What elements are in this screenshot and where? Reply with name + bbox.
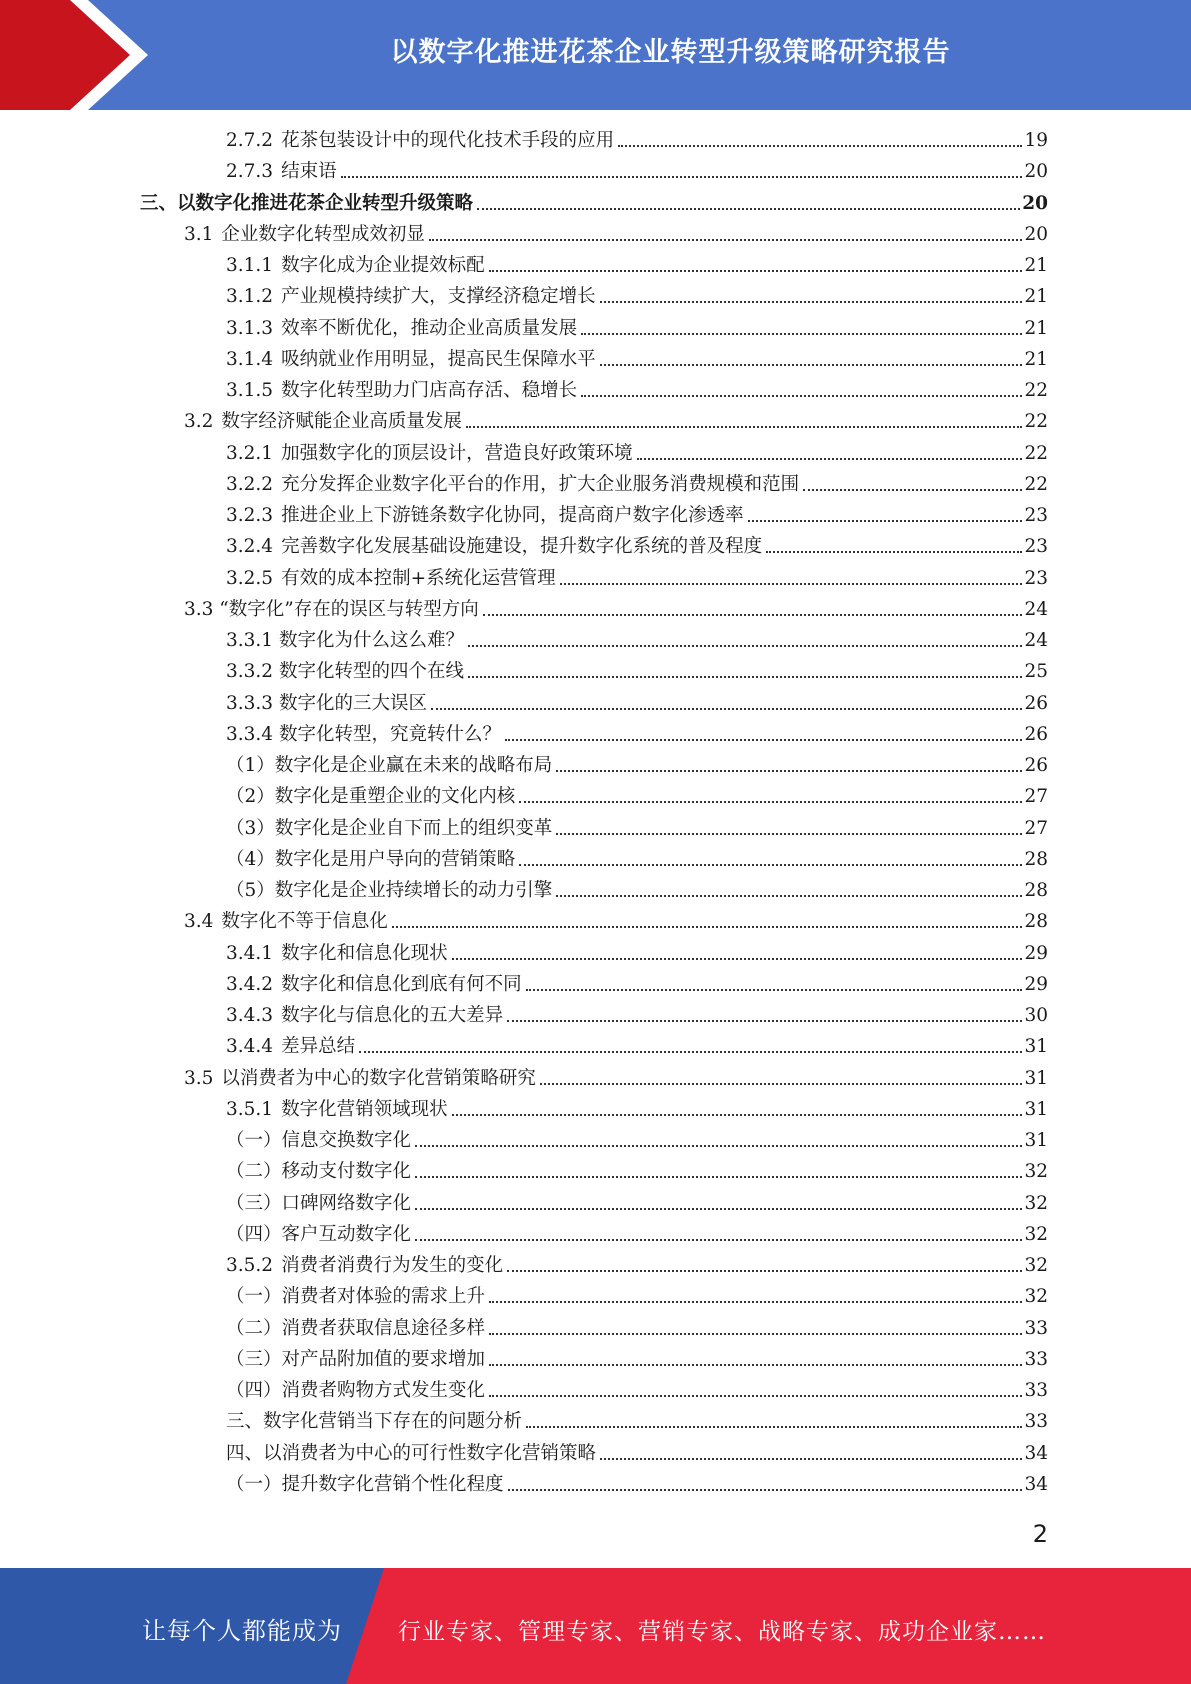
toc-entry-title: 花茶包装设计中的现代化技术手段的应用 [281, 130, 615, 151]
toc-entry-title: 数字化营销领域现状 [281, 1098, 448, 1120]
footer-slogan-right: 行业专家、管理专家、营销专家、战略专家、成功企业家…… [398, 1619, 1046, 1645]
toc-entry-page: 31 [1024, 1098, 1048, 1120]
toc-dot-leader [415, 1208, 1022, 1210]
toc-entry-page: 26 [1024, 723, 1048, 745]
toc-entry-page: 23 [1024, 505, 1048, 526]
toc-dot-leader [600, 364, 1023, 366]
toc-entry-number: 3.2.1 [226, 442, 274, 464]
toc-entry-title: （四）消费者购物方式发生变化 [226, 1380, 486, 1401]
toc-dot-leader [489, 1364, 1022, 1366]
toc-entry[interactable] [0, 1470, 1048, 1496]
toc-entry-title: 以消费者为中心的数字化营销策略研究 [221, 1067, 536, 1089]
toc-entry-number: 3.5.2 [226, 1255, 274, 1276]
toc-dot-leader [748, 520, 1023, 522]
toc-entry-page: 33 [1024, 1411, 1048, 1433]
toc-dot-leader [489, 270, 1023, 272]
toc-entry-page: 34 [1024, 1442, 1048, 1464]
toc-dot-leader [489, 1301, 1022, 1303]
toc-entry[interactable] [0, 564, 1048, 590]
toc-dot-leader [581, 333, 1022, 335]
toc-entry-number: 3.1.3 [226, 317, 274, 339]
toc-dot-leader [452, 1114, 1023, 1116]
toc-entry[interactable] [0, 939, 1048, 965]
toc-entry[interactable] [0, 1095, 1048, 1121]
toc-dot-leader [618, 145, 1022, 147]
toc-entry-title: 三、数字化营销当下存在的问题分析 [226, 1411, 523, 1433]
toc-entry-number: 3.1.1 [226, 255, 274, 276]
toc-entry[interactable] [0, 876, 1048, 902]
toc-dot-leader [483, 614, 1023, 616]
toc-entry-title: （二）消费者获取信息途径多样 [226, 1317, 486, 1339]
toc-dot-leader [637, 458, 1023, 460]
toc-entry-page: 33 [1024, 1380, 1048, 1401]
page-number: 2 [1032, 1520, 1048, 1548]
toc-entry-title: 吸纳就业作用明显，提高民生保障水平 [281, 348, 596, 370]
toc-entry-number: 2.7.2 [226, 130, 274, 151]
toc-entry-page: 29 [1024, 973, 1048, 995]
toc-entry-title: 3.3.3 数字化的三大误区 [226, 692, 427, 714]
toc-entry-page: 22 [1024, 442, 1048, 464]
toc-entry[interactable] [0, 1407, 1048, 1433]
toc-entry-title: （3）数字化是企业自下而上的组织变革 [226, 817, 553, 839]
toc-dot-leader [508, 1489, 1023, 1491]
toc-entry[interactable] [0, 126, 1048, 152]
toc-entry[interactable] [0, 1189, 1048, 1215]
toc-entry-number: 3.2.4 [226, 536, 274, 558]
toc-entry-title: 差异总结 [281, 1036, 356, 1058]
toc-entry-number: 3.4.1 [226, 942, 274, 964]
toc-entry-number: 3.5.1 [226, 1098, 274, 1120]
toc-entry-page: 30 [1024, 1005, 1048, 1026]
toc-entry-page: 32 [1024, 1161, 1048, 1183]
toc-entry-title: （一）消费者对体验的需求上升 [226, 1286, 486, 1308]
toc-entry-page: 28 [1024, 880, 1048, 901]
toc-entry[interactable] [0, 1064, 1048, 1090]
toc-dot-leader [556, 770, 1022, 772]
toc-entry[interactable] [0, 720, 1048, 746]
toc-entry-title: 数字经济赋能企业高质量发展 [221, 411, 462, 433]
toc-entry-page: 21 [1024, 255, 1048, 276]
toc-entry-number: 3.4.3 [226, 1005, 274, 1026]
toc-dot-leader [581, 395, 1022, 397]
toc-entry-title: 产业规模持续扩大，支撑经济稳定增长 [281, 286, 596, 308]
toc-entry-number: 3.1.5 [226, 380, 274, 401]
toc-entry[interactable] [0, 751, 1048, 777]
toc-dot-leader [526, 989, 1023, 991]
toc-entry[interactable] [0, 782, 1048, 808]
toc-entry[interactable] [0, 1157, 1048, 1183]
toc-entry-number: 3.4 [184, 911, 214, 933]
toc-entry-page: 29 [1024, 942, 1048, 964]
document-title: 以数字化推进花茶企业转型升级策略研究报告 [390, 37, 951, 68]
toc-entry-title: 3.3.4 数字化转型，究竟转什么？ [226, 723, 501, 745]
toc-entry-page: 22 [1024, 380, 1048, 401]
toc-entry-title: （1）数字化是企业赢在未来的战略布局 [226, 755, 553, 776]
toc-entry-title: （4）数字化是用户导向的营销策略 [226, 848, 516, 870]
toc-entry[interactable] [0, 439, 1048, 465]
toc-entry-page: 33 [1024, 1348, 1048, 1370]
toc-entry-page: 28 [1024, 911, 1048, 933]
toc-entry-title: 三、以数字化推进花茶企业转型升级策略 [140, 192, 474, 214]
toc-dot-leader [600, 1458, 1022, 1460]
toc-dot-leader [526, 1426, 1022, 1428]
toc-dot-leader [540, 1083, 1023, 1085]
toc-entry-title: 3.3 “数字化”存在的误区与转型方向 [184, 598, 479, 620]
toc-entry[interactable] [0, 501, 1048, 527]
toc-entry[interactable] [0, 595, 1048, 621]
toc-entry-title: 数字化和信息化现状 [281, 942, 448, 964]
toc-entry-page: 24 [1024, 630, 1048, 651]
toc-entry-page: 26 [1024, 755, 1048, 776]
footer-slogan-left: 让每个人都能成为 [142, 1617, 342, 1645]
toc-entry[interactable] [0, 532, 1048, 558]
toc-dot-leader [477, 208, 1020, 210]
toc-entry-title: 完善数字化发展基础设施建设，提升数字化系统的普及程度 [281, 536, 763, 558]
toc-dot-leader [519, 801, 1022, 803]
toc-dot-leader [452, 958, 1023, 960]
toc-entry[interactable] [0, 282, 1048, 308]
toc-dot-leader [489, 1395, 1022, 1397]
toc-entry[interactable] [0, 1345, 1048, 1371]
toc-entry-title: 四、以消费者为中心的可行性数字化营销策略 [226, 1442, 597, 1464]
toc-dot-leader [392, 926, 1023, 928]
toc-dot-leader [341, 176, 1023, 178]
toc-dot-leader [505, 739, 1022, 741]
toc-dot-leader [507, 1270, 1022, 1272]
toc-entry-title: 数字化不等于信息化 [221, 911, 388, 933]
header-chevron-graphic [0, 0, 160, 110]
toc-entry[interactable] [0, 1314, 1048, 1340]
toc-entry[interactable] [0, 189, 1048, 215]
toc-entry-title: 有效的成本控制+系统化运营管理 [281, 567, 556, 589]
toc-entry-page: 32 [1024, 1223, 1048, 1245]
toc-entry-title: （二）移动支付数字化 [226, 1161, 412, 1183]
toc-entry[interactable] [0, 345, 1048, 371]
toc-entry-number: 3.5 [184, 1067, 214, 1089]
toc-entry-page: 20 [1022, 192, 1048, 214]
toc-entry-title: 数字化成为企业提效标配 [281, 255, 485, 276]
toc-entry-title: 3.3.1 数字化为什么这么难？ [226, 630, 464, 651]
toc-entry[interactable] [0, 376, 1048, 402]
toc-entry-number: 3.2 [184, 411, 214, 433]
toc-entry-page: 20 [1024, 161, 1048, 183]
toc-entry[interactable] [0, 407, 1048, 433]
toc-entry-page: 27 [1024, 786, 1048, 808]
toc-entry-page: 33 [1024, 1317, 1048, 1339]
toc-entry-page: 25 [1024, 661, 1048, 683]
toc-entry[interactable] [0, 907, 1048, 933]
toc-entry-title: （5）数字化是企业持续增长的动力引擎 [226, 880, 553, 901]
toc-entry-page: 21 [1024, 286, 1048, 308]
toc-entry[interactable] [0, 1439, 1048, 1465]
toc-entry-page: 21 [1024, 317, 1048, 339]
toc-dot-leader [429, 239, 1023, 241]
toc-entry-page: 22 [1024, 473, 1048, 495]
toc-entry[interactable] [0, 1251, 1048, 1277]
toc-entry-number: 3.1.2 [226, 286, 274, 308]
toc-dot-leader [560, 583, 1023, 585]
toc-entry-page: 19 [1024, 130, 1048, 151]
toc-entry-title: 加强数字化的顶层设计，营造良好政策环境 [281, 442, 633, 464]
toc-entry-title: 数字化和信息化到底有何不同 [281, 973, 522, 995]
toc-entry-title: （一）提升数字化营销个性化程度 [226, 1473, 504, 1495]
toc-dot-leader [466, 426, 1023, 428]
toc-entry[interactable] [0, 657, 1048, 683]
toc-entry[interactable] [0, 1001, 1048, 1027]
toc-entry-title: （三）口碑网络数字化 [226, 1192, 412, 1214]
toc-dot-leader [359, 1051, 1022, 1053]
toc-entry-title: （一）信息交换数字化 [226, 1130, 412, 1151]
toc-entry-title: 数字化转型助力门店高存活、稳增长 [281, 380, 578, 401]
toc-entry-number: 3.1.4 [226, 348, 274, 370]
toc-entry-number: 3.1 [184, 223, 214, 245]
toc-entry[interactable] [0, 251, 1048, 277]
toc-entry[interactable] [0, 1220, 1048, 1246]
toc-dot-leader [556, 895, 1022, 897]
footer-band [0, 1568, 1191, 1684]
toc-entry[interactable] [0, 689, 1048, 715]
toc-entry[interactable] [0, 1376, 1048, 1402]
toc-entry-page: 28 [1024, 848, 1048, 870]
toc-entry-title: （2）数字化是重塑企业的文化内核 [226, 786, 516, 808]
toc-dot-leader [468, 645, 1022, 647]
toc-dot-leader [766, 551, 1022, 553]
toc-entry[interactable] [0, 314, 1048, 340]
toc-entry-number: 3.2.3 [226, 505, 274, 526]
toc-entry-page: 21 [1024, 348, 1048, 370]
toc-entry-title: 推进企业上下游链条数字化协同，提高商户数字化渗透率 [281, 505, 744, 526]
toc-dot-leader [415, 1239, 1022, 1241]
toc-entry-page: 32 [1024, 1255, 1048, 1276]
toc-dot-leader [415, 1145, 1022, 1147]
toc-entry-page: 31 [1024, 1130, 1048, 1151]
toc-entry[interactable] [0, 1282, 1048, 1308]
toc-entry[interactable] [0, 220, 1048, 246]
toc-dot-leader [431, 708, 1022, 710]
toc-entry-title: 效率不断优化，推动企业高质量发展 [281, 317, 578, 339]
toc-entry-title: 充分发挥企业数字化平台的作用，扩大企业服务消费规模和范围 [281, 473, 800, 495]
toc-entry-title: 消费者消费行为发生的变化 [281, 1255, 504, 1276]
toc-entry-page: 23 [1024, 567, 1048, 589]
toc-dot-leader [507, 1020, 1022, 1022]
toc-dot-leader [803, 489, 1022, 491]
toc-entry-number: 3.4.2 [226, 973, 274, 995]
toc-entry-number: 2.7.3 [226, 161, 274, 183]
toc-entry-number: 3.2.2 [226, 473, 274, 495]
toc-entry-title: 数字化与信息化的五大差异 [281, 1005, 504, 1026]
toc-entry-title: 结束语 [281, 161, 337, 183]
toc-entry-page: 34 [1024, 1473, 1048, 1495]
toc-entry[interactable] [0, 157, 1048, 183]
toc-dot-leader [468, 676, 1022, 678]
toc-entry-page: 27 [1024, 817, 1048, 839]
toc-entry-page: 31 [1024, 1036, 1048, 1058]
toc-entry-title: 3.3.2 数字化转型的四个在线 [226, 661, 464, 683]
toc-entry[interactable] [0, 814, 1048, 840]
toc-dot-leader [489, 1333, 1022, 1335]
toc-dot-leader [600, 301, 1023, 303]
toc-entry-title: （四）客户互动数字化 [226, 1223, 412, 1245]
toc-entry-number: 3.2.5 [226, 567, 274, 589]
toc-entry-number: 3.4.4 [226, 1036, 274, 1058]
toc-dot-leader [556, 833, 1022, 835]
toc-entry-page: 23 [1024, 536, 1048, 558]
toc-dot-leader [415, 1176, 1022, 1178]
toc-entry-page: 31 [1024, 1067, 1048, 1089]
toc-entry-page: 22 [1024, 411, 1048, 433]
header-band [0, 0, 1191, 110]
toc-entry-title: （三）对产品附加值的要求增加 [226, 1348, 486, 1370]
toc-entry-page: 24 [1024, 598, 1048, 620]
toc-entry-page: 32 [1024, 1192, 1048, 1214]
toc-entry-page: 32 [1024, 1286, 1048, 1308]
toc-dot-leader [519, 864, 1022, 866]
toc-entry[interactable] [0, 626, 1048, 652]
toc-entry[interactable] [0, 1126, 1048, 1152]
toc-entry[interactable] [0, 970, 1048, 996]
toc-entry[interactable] [0, 470, 1048, 496]
toc-entry-title: 企业数字化转型成效初显 [221, 223, 425, 245]
toc-entry[interactable] [0, 1032, 1048, 1058]
toc-entry[interactable] [0, 845, 1048, 871]
toc-entry-page: 26 [1024, 692, 1048, 714]
toc-entry-page: 20 [1024, 223, 1048, 245]
